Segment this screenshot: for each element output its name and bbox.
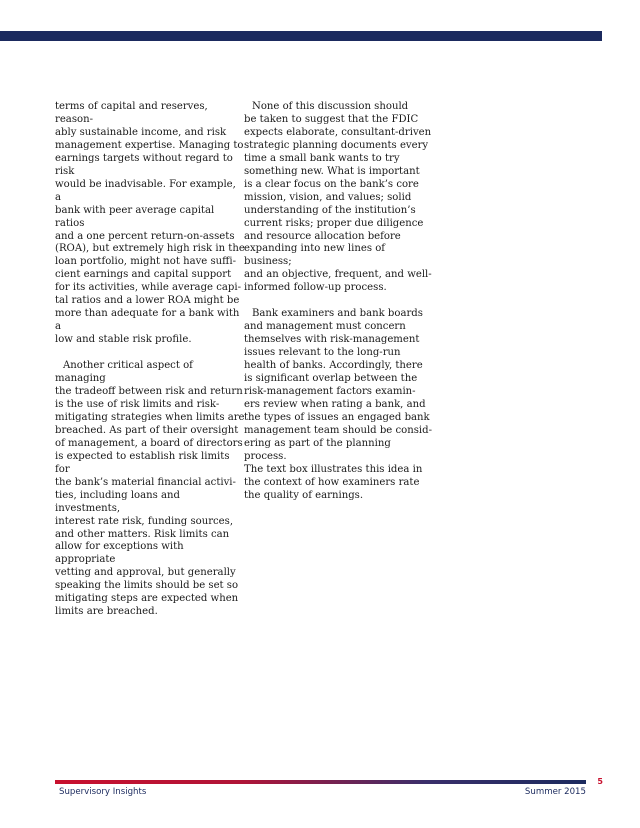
paragraph-planning: None of this discussion should be taken to suggest that the FDIC expects elaborate, consultant-driven strategic planning documents every time a small bank wants to try something new. What is important is a clear focus on the bank’s core mission, vision, and values; solid understanding of the institution’s current risks; proper due diligence and resource allocation before expanding into new lines of business; and an objective, frequent, and well- informed follow-up process. bbox=[244, 101, 432, 294]
page-number: 5 bbox=[597, 777, 603, 786]
right-column bbox=[244, 101, 434, 516]
paragraph-risk-capital: terms of capital and reserves, reason- ably sustainable income, and risk management expertise. Managing to earnings targets without regard to risk would be inadvisable. For example, a bank with peer average capital ratios and a one percent return-on-assets (ROA), but extremely high risk in the loan portfolio, might not have suffi- cient earnings and capital support for its activities, while average capi- tal ratios and a lower ROA might be more than adequate for a bank with a low and stable risk profile. bbox=[55, 101, 245, 346]
header-band bbox=[0, 31, 602, 41]
footer-rule bbox=[55, 780, 586, 784]
issue-date: Summer 2015 bbox=[524, 787, 586, 797]
paragraph-examiners: Bank examiners and bank boards and management must concern themselves with risk-management issues relevant to the long-run health of banks. Accordingly, there is significant overlap between the risk-management factors examin- ers review when rating a bank, and the types of issues an engaged bank management team should be consid- ering as part of the planning process. The text box illustrates this idea in the context of how examiners rate the quality of earnings. bbox=[244, 308, 432, 501]
publication-title: Supervisory Insights bbox=[59, 787, 147, 797]
left-column bbox=[55, 101, 245, 632]
paragraph-risk-limits: Another critical aspect of managing the tradeoff between risk and return is the use of risk limits and risk- mitigating strategies when limits are breached. As part of their oversight of management, a board of directors is expected to establish risk limits for the bank’s material financial activi- ties, including loans and investments, interest rate risk, funding sources, and other matters. Risk limits can allow for exceptions with appropriate vetting and approval, but generally speaking the limits should be set so mitigating steps are expected when limits are breached. bbox=[55, 360, 245, 618]
